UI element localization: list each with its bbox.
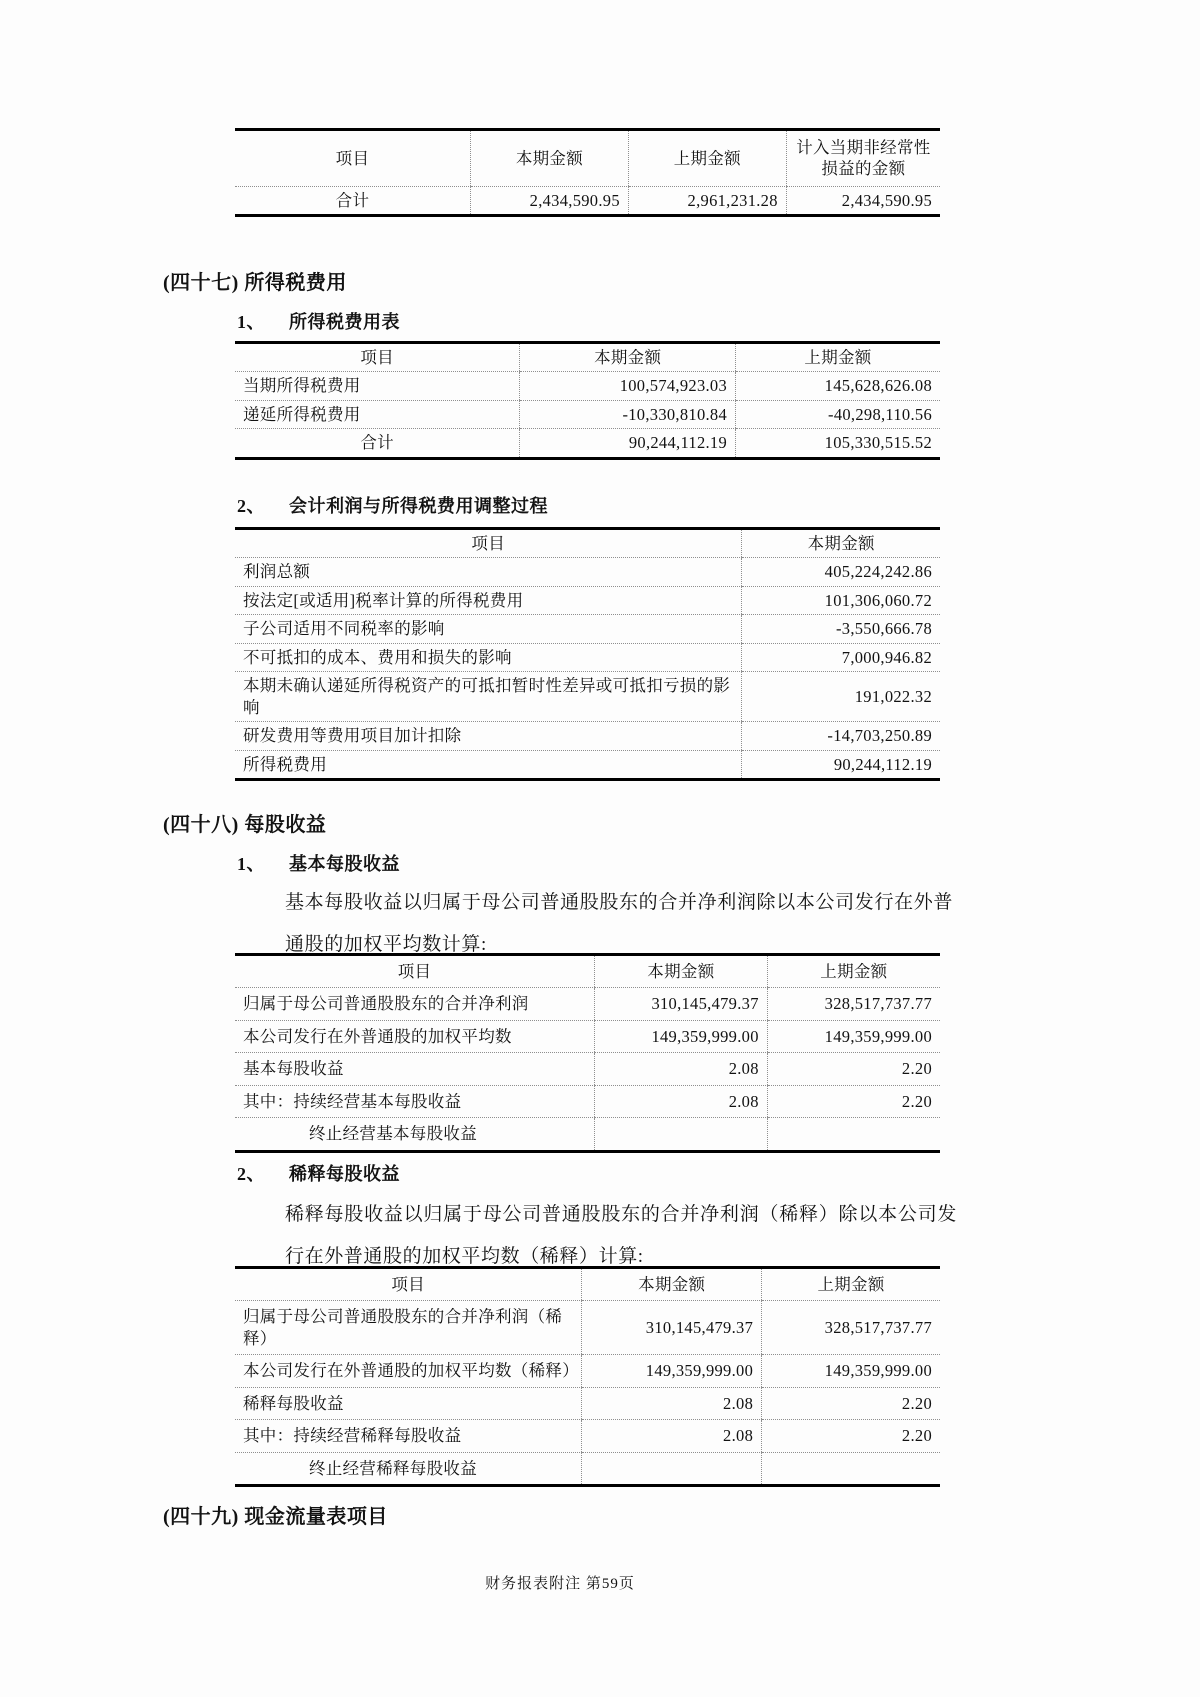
section-48-heading: (四十八) 每股收益	[163, 814, 327, 836]
table-row	[235, 1085, 940, 1117]
noncurrent-gains-total-table-wrap	[235, 128, 940, 217]
table-cell: 7,000,946.82	[742, 643, 940, 671]
table-cell: 2,434,590.95	[470, 186, 628, 215]
table-cell: 本公司发行在外普通股的加权平均数	[235, 1020, 595, 1052]
noncurrent-gains-total-table	[235, 128, 940, 217]
table-cell: 研发费用等费用项目加计扣除	[235, 722, 742, 750]
table-cell: 310,145,479.37	[582, 1301, 762, 1355]
table-cell: 100,574,923.03	[520, 372, 736, 400]
subsection-number: 1、	[237, 854, 265, 874]
table-cell: 2.08	[582, 1387, 762, 1419]
column-header: 项目	[235, 529, 742, 558]
table-cell: 子公司适用不同税率的影响	[235, 615, 742, 643]
table-row	[235, 988, 940, 1020]
table-row	[235, 372, 940, 400]
table-row	[235, 1118, 940, 1151]
table-cell: 101,306,060.72	[742, 586, 940, 614]
column-header: 本期金额	[595, 955, 768, 988]
table-header-row	[235, 130, 940, 187]
table-cell: 2.20	[767, 1085, 940, 1117]
table-cell: 其中：持续经营基本每股收益	[235, 1085, 595, 1117]
income-tax-expense-table-wrap	[235, 341, 940, 460]
table-row	[235, 1355, 940, 1387]
subsection-title: 稀释每股收益	[289, 1164, 400, 1184]
column-header: 上期金额	[628, 130, 786, 187]
table-row	[235, 1020, 940, 1052]
subsection-title: 所得税费用表	[289, 312, 400, 332]
subsection-48-1-heading	[237, 850, 400, 876]
table-cell: -14,703,250.89	[742, 722, 940, 750]
basic-eps-table	[235, 953, 940, 1153]
table-cell	[762, 1452, 940, 1485]
table-cell: 2,961,231.28	[628, 186, 786, 215]
table-cell: 当期所得税费用	[235, 372, 520, 400]
table-cell: 2.20	[762, 1387, 940, 1419]
table-cell: 149,359,999.00	[595, 1020, 768, 1052]
table-cell: 90,244,112.19	[520, 429, 736, 458]
table-cell: 本公司发行在外普通股的加权平均数（稀释）	[235, 1355, 582, 1387]
table-cell: 145,628,626.08	[736, 372, 940, 400]
subsection-47-1-heading	[237, 308, 400, 334]
table-cell: 其中：持续经营稀释每股收益	[235, 1420, 582, 1452]
table-row	[235, 750, 940, 779]
table-row	[235, 1452, 940, 1485]
table-cell: -3,550,666.78	[742, 615, 940, 643]
table-cell: 191,022.32	[742, 672, 940, 722]
table-row	[235, 1387, 940, 1419]
table-cell: 终止经营稀释每股收益	[309, 1458, 477, 1478]
column-header: 项目	[235, 1268, 582, 1301]
table-cell: 利润总额	[235, 558, 742, 586]
table-cell: 合计	[360, 433, 394, 453]
table-header-row	[235, 343, 940, 372]
table-row	[235, 672, 940, 722]
column-header: 本期金额	[520, 343, 736, 372]
table-cell: 2,434,590.95	[786, 186, 940, 215]
table-cell: 90,244,112.19	[742, 750, 940, 779]
table-cell: 310,145,479.37	[595, 988, 768, 1020]
subsection-48-2-heading	[237, 1160, 400, 1186]
table-row	[235, 429, 940, 458]
table-cell: 2.08	[595, 1085, 768, 1117]
table-cell: 149,359,999.00	[767, 1020, 940, 1052]
table-row	[235, 558, 940, 586]
table-cell: 终止经营基本每股收益	[309, 1124, 477, 1144]
column-header: 项目	[235, 955, 595, 988]
table-cell: 328,517,737.77	[762, 1301, 940, 1355]
column-header: 本期金额	[582, 1268, 762, 1301]
table-header-row	[235, 1268, 940, 1301]
table-cell: -40,298,110.56	[736, 400, 940, 428]
table-cell: 105,330,515.52	[736, 429, 940, 458]
column-header: 项目	[235, 130, 470, 187]
table-cell: 2.20	[767, 1053, 940, 1085]
table-row	[235, 643, 940, 671]
table-cell: 2.20	[762, 1420, 940, 1452]
table-cell	[582, 1452, 762, 1485]
table-cell	[767, 1118, 940, 1151]
subsection-number: 1、	[237, 312, 265, 332]
table-cell	[595, 1118, 768, 1151]
table-header-row	[235, 955, 940, 988]
basic-eps-paragraph: 基本每股收益以归属于母公司普通股股东的合并净利润除以本公司发行在外普通股的加权平均数计算:	[285, 892, 953, 955]
page-footer: 财务报表附注 第59页	[485, 1576, 635, 1592]
table-row	[235, 722, 940, 750]
table-cell: 递延所得税费用	[235, 400, 520, 428]
table-cell: -10,330,810.84	[520, 400, 736, 428]
table-row	[235, 1053, 940, 1085]
tax-reconciliation-table	[235, 527, 940, 781]
table-cell: 归属于母公司普通股股东的合并净利润	[235, 988, 595, 1020]
column-header: 本期金额	[470, 130, 628, 187]
table-row	[235, 186, 940, 215]
table-cell: 合计	[335, 190, 370, 210]
section-49-heading: (四十九) 现金流量表项目	[163, 1506, 388, 1528]
table-cell: 稀释每股收益	[235, 1387, 582, 1419]
column-header: 本期金额	[742, 529, 940, 558]
tax-reconciliation-table-wrap	[235, 527, 940, 781]
table-cell: 归属于母公司普通股股东的合并净利润（稀释）	[235, 1301, 582, 1355]
table-row	[235, 400, 940, 428]
table-row	[235, 615, 940, 643]
table-cell: 基本每股收益	[235, 1053, 595, 1085]
table-row	[235, 586, 940, 614]
table-row	[235, 1301, 940, 1355]
column-header: 上期金额	[736, 343, 940, 372]
diluted-eps-table-wrap	[235, 1266, 940, 1487]
column-header: 项目	[235, 343, 520, 372]
table-cell: 405,224,242.86	[742, 558, 940, 586]
table-cell: 2.08	[595, 1053, 768, 1085]
subsection-title: 会计利润与所得税费用调整过程	[289, 496, 548, 516]
column-header: 计入当期非经常性损益的金额	[786, 130, 940, 187]
table-cell: 所得税费用	[243, 754, 327, 774]
diluted-eps-table	[235, 1266, 940, 1487]
table-cell: 328,517,737.77	[767, 988, 940, 1020]
column-header: 上期金额	[762, 1268, 940, 1301]
table-cell: 2.08	[582, 1420, 762, 1452]
subsection-number: 2、	[237, 1164, 265, 1184]
diluted-eps-paragraph: 稀释每股收益以归属于母公司普通股股东的合并净利润（稀释）除以本公司发行在外普通股的加权平均数（稀释）计算:	[285, 1204, 957, 1267]
table-cell: 不可抵扣的成本、费用和损失的影响	[235, 643, 742, 671]
table-row	[235, 1420, 940, 1452]
basic-eps-table-wrap	[235, 953, 940, 1153]
table-header-row	[235, 529, 940, 558]
table-cell: 149,359,999.00	[762, 1355, 940, 1387]
column-header: 上期金额	[767, 955, 940, 988]
section-47-heading: (四十七) 所得税费用	[163, 272, 347, 294]
income-tax-expense-table	[235, 341, 940, 460]
subsection-47-2-heading	[237, 492, 548, 518]
table-cell: 按法定[或适用]税率计算的所得税费用	[235, 586, 742, 614]
subsection-title: 基本每股收益	[289, 854, 400, 874]
table-cell: 本期未确认递延所得税资产的可抵扣暂时性差异或可抵扣亏损的影响	[235, 672, 742, 722]
subsection-number: 2、	[237, 496, 265, 516]
table-cell: 149,359,999.00	[582, 1355, 762, 1387]
